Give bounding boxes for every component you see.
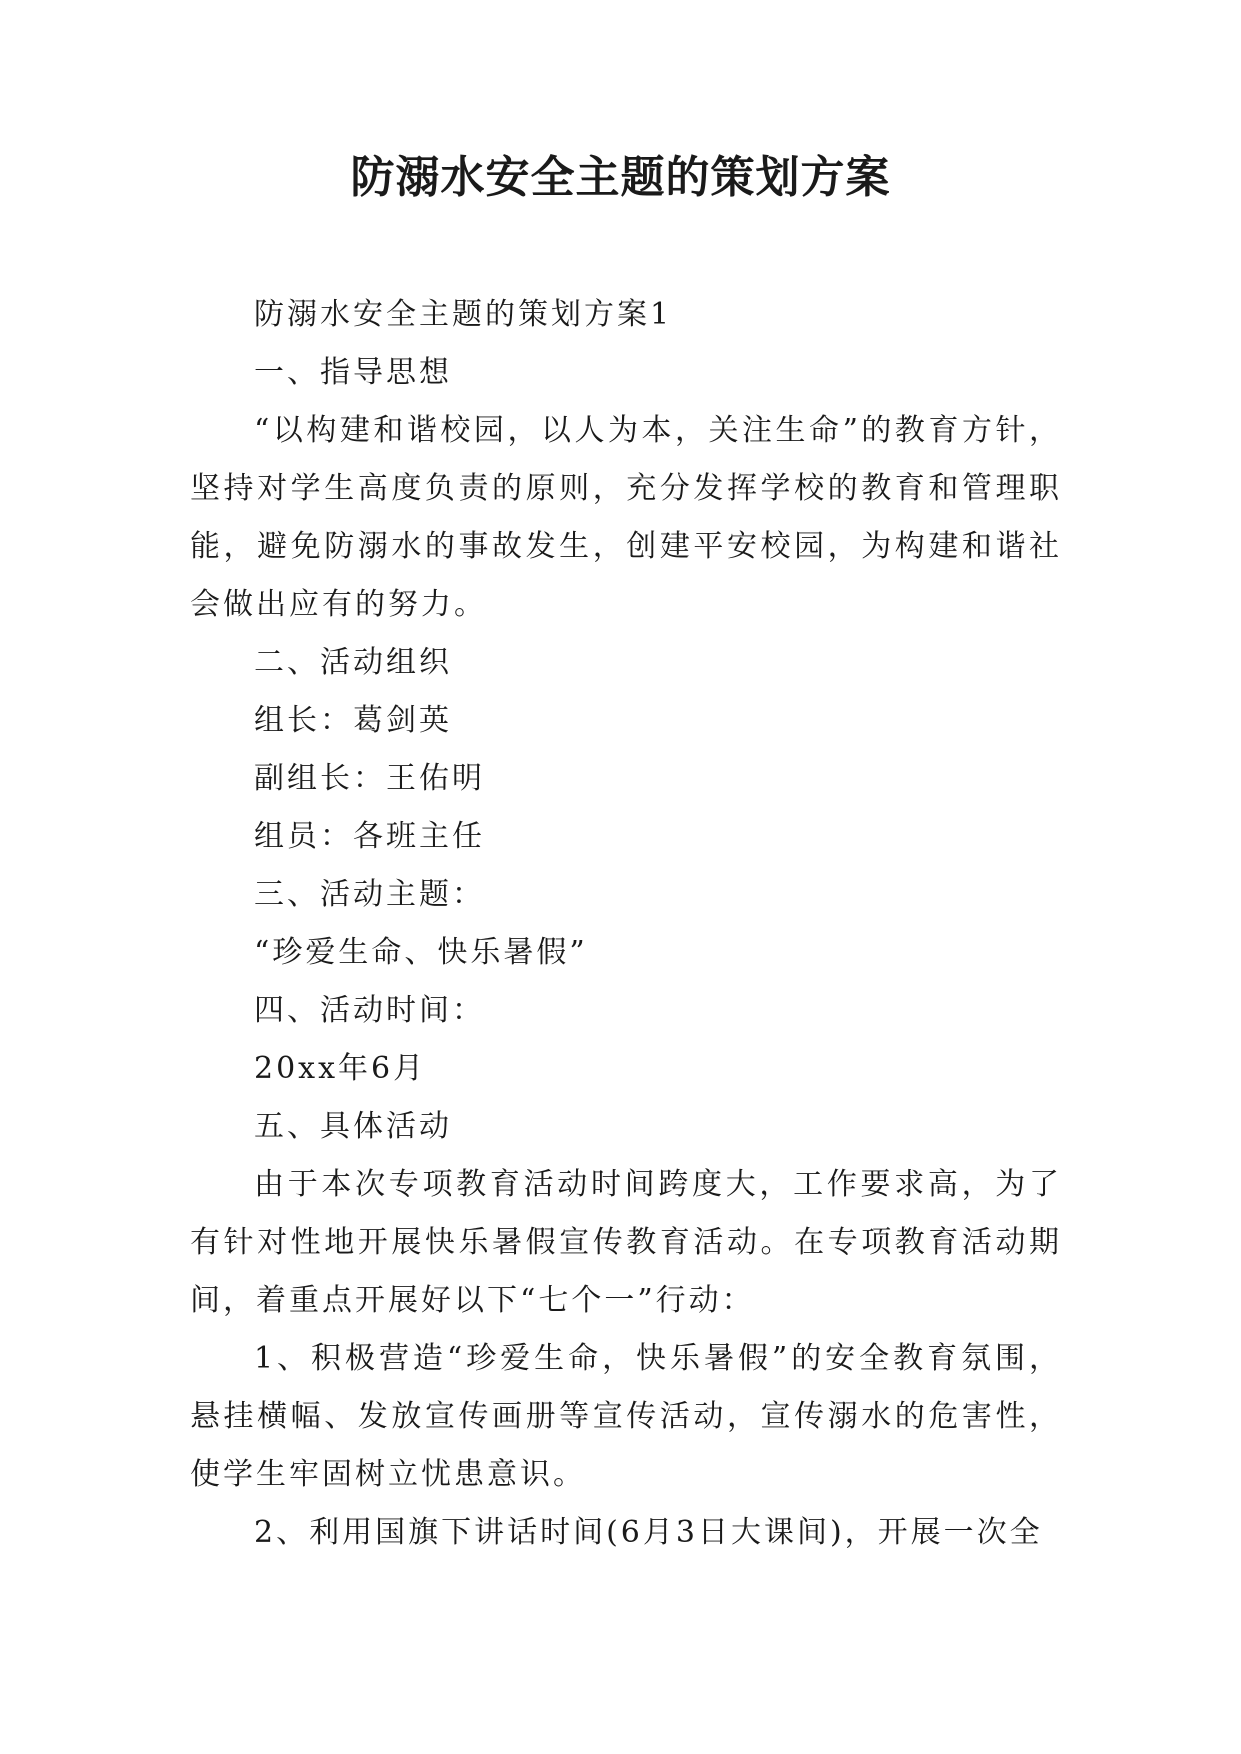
paragraph-theme-body: “珍爱生命、快乐暑假”	[254, 935, 588, 970]
paragraph-members: 组员：各班主任	[254, 819, 485, 854]
paragraph-section-activities: 五、具体活动	[254, 1109, 452, 1144]
paragraph-section-time: 四、活动时间：	[254, 993, 485, 1028]
paragraph-guiding-thought-body: “以构建和谐校园，以人为本，关注生命”的教育方针，坚持对学生高度负责的原则，充分发挥学校的教育和管理职能，避免防溺水的事故发生，创建平安校园，为构建和谐社会做出应有的努力。	[190, 413, 1062, 622]
paragraph-activity-1: 1、积极营造“珍爱生命，快乐暑假”的安全教育氛围，悬挂横幅、发放宣传画册等宣传活动，宣传溺水的危害性，使学生牢固树立忧患意识。	[190, 1341, 1062, 1492]
document-body	[190, 286, 1062, 1562]
paragraph-activity-2: 2、利用国旗下讲话时间(6月3日大课间)，开展一次全	[254, 1515, 1043, 1550]
paragraph-deputy-leader: 副组长：王佑明	[254, 761, 485, 796]
paragraph-section-guiding-thought: 一、指导思想	[254, 355, 452, 390]
paragraph-plan-heading: 防溺水安全主题的策划方案1	[254, 297, 673, 332]
paragraph-time-body: 20xx年6月	[254, 1051, 427, 1086]
paragraph-section-organization: 二、活动组织	[254, 645, 452, 680]
document-title: 防溺水安全主题的策划方案	[350, 152, 891, 203]
paragraph-section-theme: 三、活动主题：	[254, 877, 485, 912]
paragraph-leader: 组长：葛剑英	[254, 703, 452, 738]
paragraph-activities-intro: 由于本次专项教育活动时间跨度大，工作要求高，为了有针对性地开展快乐暑假宣传教育活动。在专项教育活动期间，着重点开展好以下“七个一”行动：	[190, 1167, 1062, 1318]
